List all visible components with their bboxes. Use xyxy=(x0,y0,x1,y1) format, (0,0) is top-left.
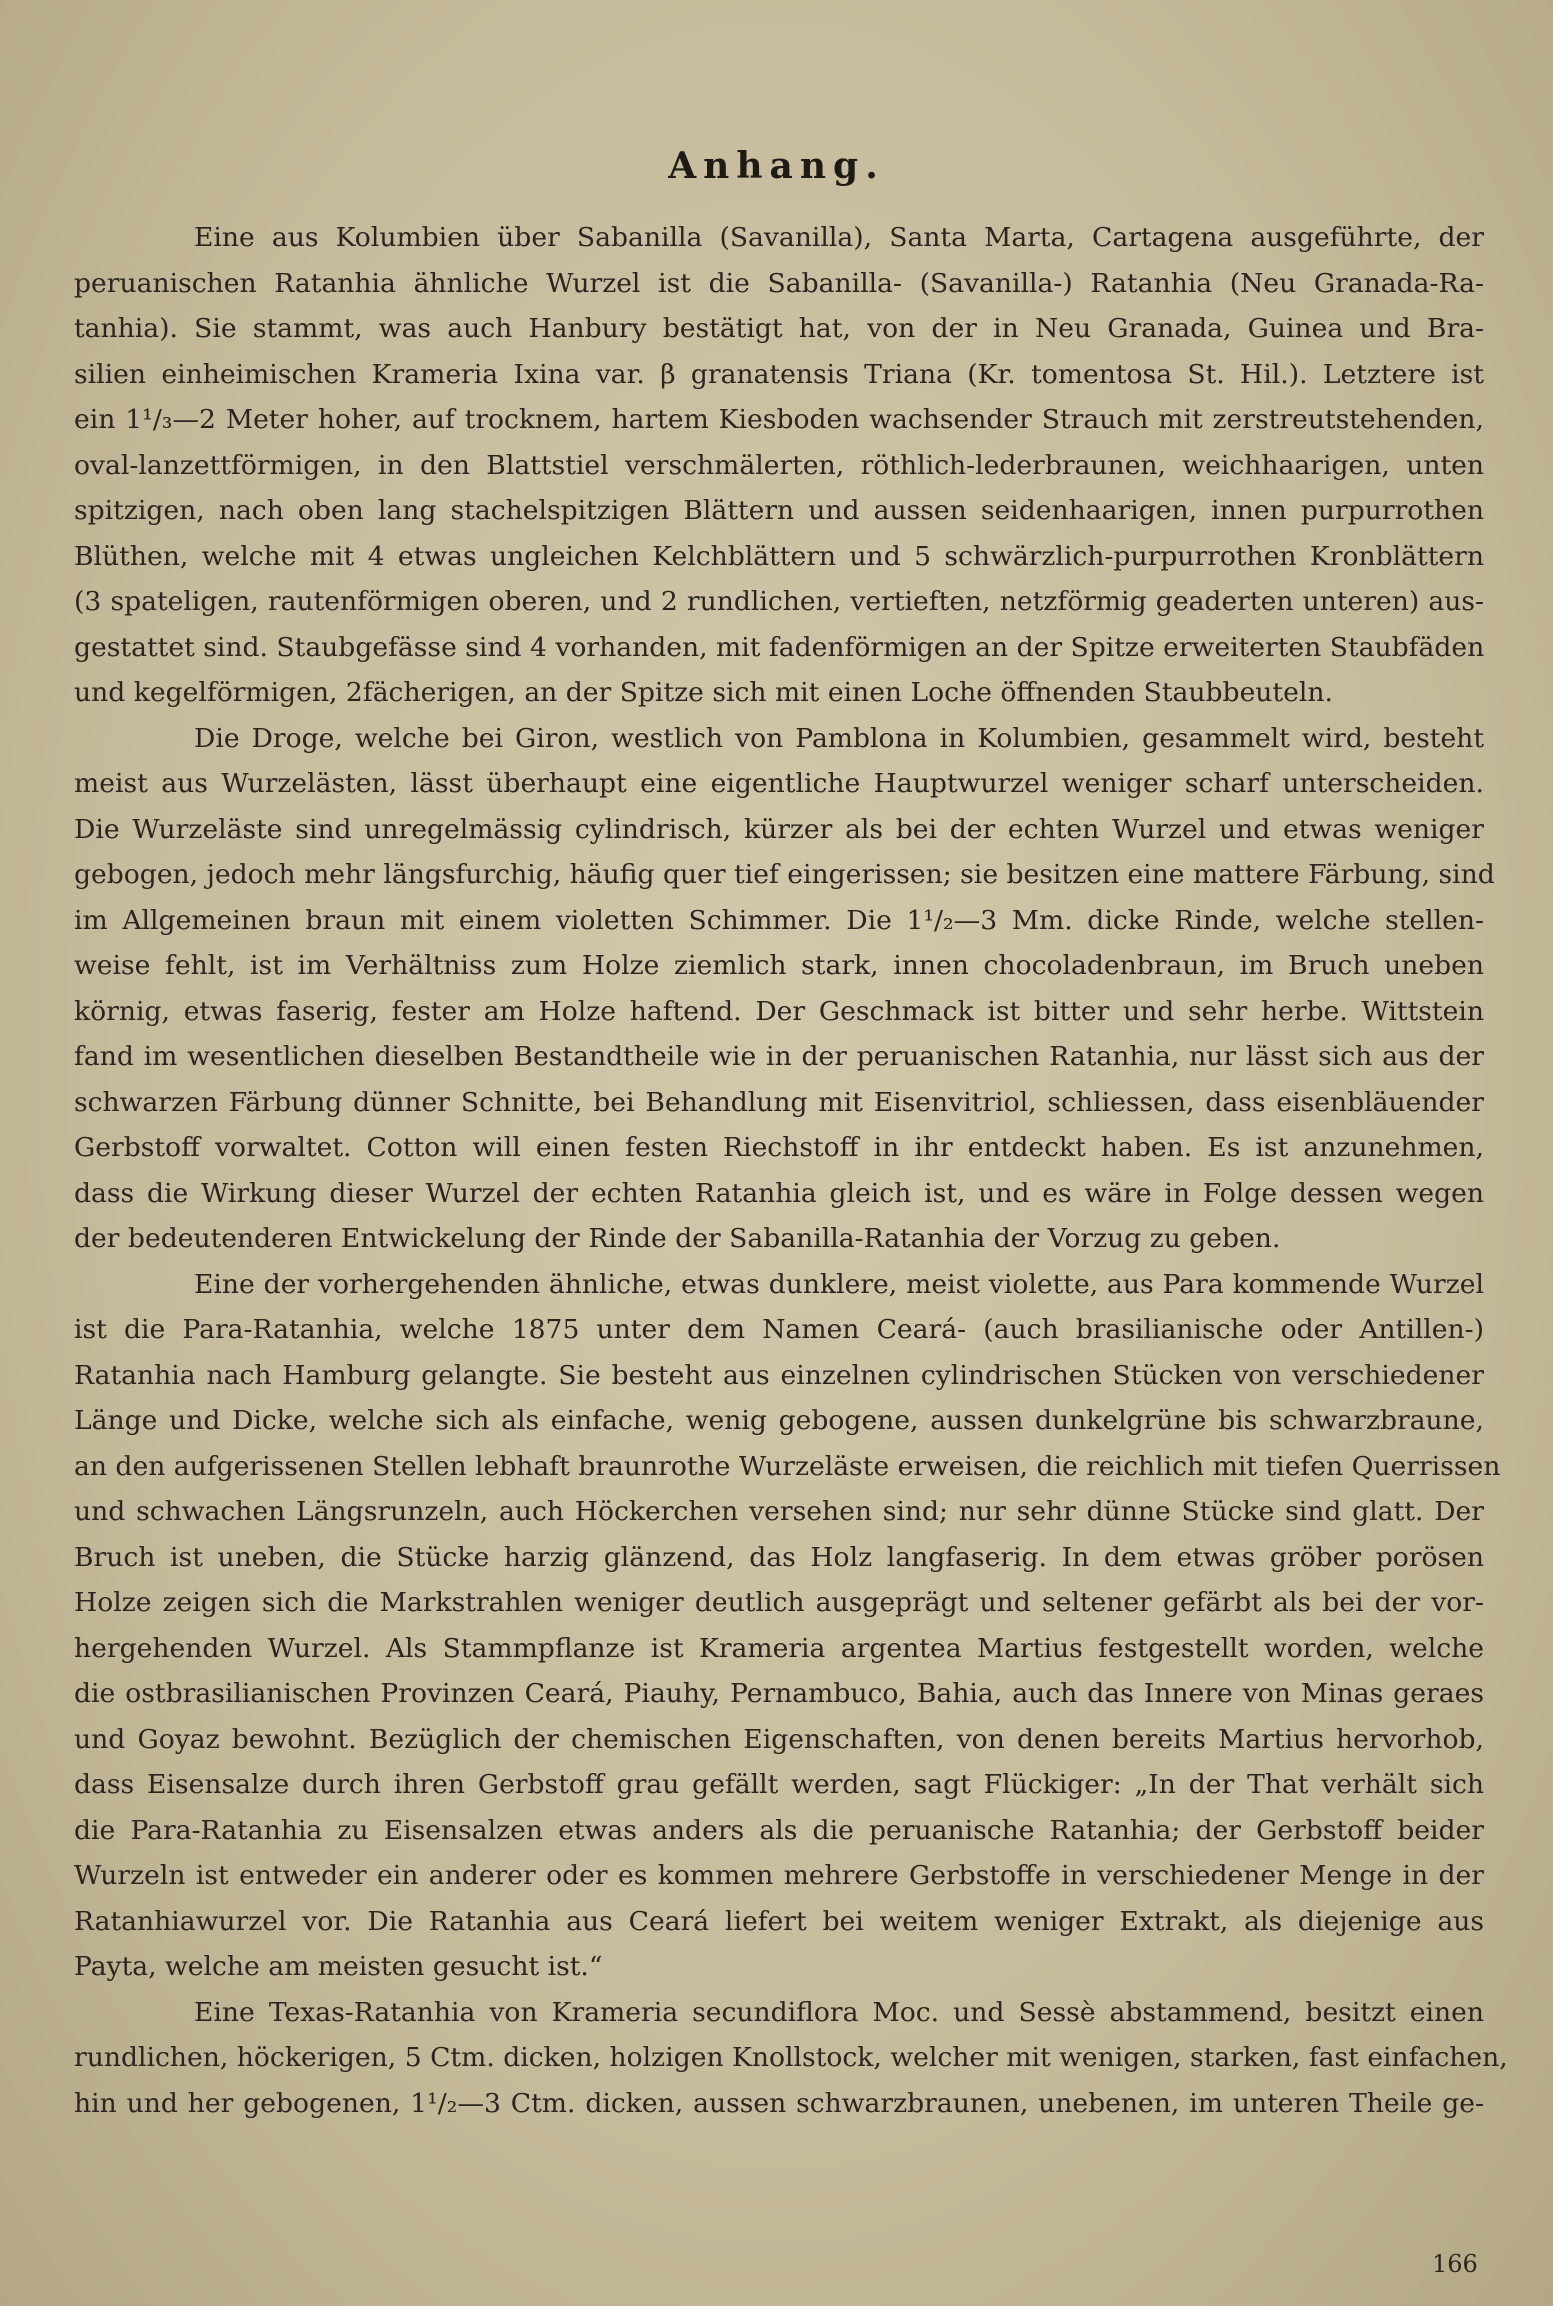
text-line: Blüthen, welche mit 4 etwas ungleichen Kelchblättern und 5 schwärzlich-purpurrothen Kronblättern xyxy=(74,540,1484,572)
text-line: Eine der vorhergehenden ähnliche, etwas dunklere, meist violette, aus Para kommende Wurzel xyxy=(194,1268,1484,1300)
text-line: spitzigen, nach oben lang stachelspitzigen Blättern und aussen seidenhaarigen, innen purpurrothen xyxy=(74,495,1484,526)
paragraph-1 xyxy=(74,215,1484,716)
paragraph-4 xyxy=(74,1990,1508,2127)
text-line: Eine Texas-Ratanhia von Krameria secundiflora Moc. und Sessè abstammend, besitzt einen xyxy=(194,1996,1484,2028)
text-line: Bruch ist uneben, die Stücke harzig glänzend, das Holz langfaserig. In dem etwas gröber porösen xyxy=(74,1541,1484,1573)
text-line: hergehenden Wurzel. Als Stammpflanze ist Krameria argentea Martius festgestellt worden, welche xyxy=(74,1632,1484,1664)
text-line: Ratanhiawurzel vor. Die Ratanhia aus Ceará liefert bei weitem weniger Extrakt, als diejenige aus xyxy=(74,1905,1484,1937)
text-line: rundlichen, höckerigen, 5 Ctm. dicken, holzigen Knollstock, welcher mit wenigen, starken, fast einfachen, xyxy=(74,2042,1508,2073)
text-line: gestattet sind. Staubgefässe sind 4 vorhanden, mit fadenförmigen an der Spitze erweiterten Staubfäden xyxy=(74,631,1485,663)
text-line: weise fehlt, ist im Verhältniss zum Holze ziemlich stark, innen chocoladenbraun, im Bruch uneben xyxy=(74,950,1484,981)
text-line: Ratanhia nach Hamburg gelangte. Sie besteht aus einzelnen cylindrischen Stücken von verschiedener xyxy=(74,1359,1484,1391)
text-line: und Goyaz bewohnt. Bezüglich der chemischen Eigenschaften, von denen bereits Martius hervorhob, xyxy=(74,1723,1484,1755)
text-line: oval-lanzettförmigen, in den Blattstiel verschmälerten, röthlich-lederbraunen, weichhaarigen, unten xyxy=(74,449,1484,481)
text-line: Gerbstoff vorwaltet. Cotton will einen festen Riechstoff in ihr entdeckt haben. Es ist anzunehmen, xyxy=(74,1132,1484,1163)
text-line: hin und her gebogenen, 1¹/₂—3 Ctm. dicken, aussen schwarzbraunen, unebenen, im unteren Theile ge- xyxy=(74,2087,1484,2119)
text-line: Die Wurzeläste sind unregelmässig cylindrisch, kürzer als bei der echten Wurzel und etwas weniger xyxy=(74,813,1484,845)
text-line: ein 1¹/₃—2 Meter hoher, auf trocknem, hartem Kiesboden wachsender Strauch mit zerstreutstehenden, xyxy=(74,404,1484,435)
text-line: Payta, welche am meisten gesucht ist.“ xyxy=(74,1951,603,1982)
text-line: im Allgemeinen braun mit einem violetten Schimmer. Die 1¹/₂—3 Mm. dicke Rinde, welche stellen- xyxy=(74,904,1484,936)
text-line: die Para-Ratanhia zu Eisensalzen etwas anders als die peruanische Ratanhia; der Gerbstoff beider xyxy=(74,1814,1484,1846)
text-line: Holze zeigen sich die Markstrahlen weniger deutlich ausgeprägt und seltener gefärbt als bei der vor- xyxy=(74,1587,1484,1618)
text-line: tanhia). Sie stammt, was auch Hanbury bestätigt hat, von der in Neu Granada, Guinea und Bra- xyxy=(74,313,1484,344)
show-through-text xyxy=(130,0,1520,90)
text-line: und schwachen Längsrunzeln, auch Höckerchen versehen sind; nur sehr dünne Stücke sind glatt. Der xyxy=(74,1496,1484,1527)
text-line: die ostbrasilianischen Provinzen Ceará, Piauhy, Pernambuco, Bahia, auch das Innere von Minas geraes xyxy=(74,1678,1484,1709)
text-line: peruanischen Ratanhia ähnliche Wurzel ist die Sabanilla- (Savanilla-) Ratanhia (Neu Granada-Ra- xyxy=(74,267,1484,299)
text-line: dass Eisensalze durch ihren Gerbstoff grau gefällt werden, sagt Flückiger: „In der That verhält sich xyxy=(74,1769,1484,1800)
text-line: (3 spateligen, rautenförmigen oberen, und 2 rundlichen, vertieften, netzförmig geaderten unteren) aus- xyxy=(74,586,1484,617)
text-line: Die Droge, welche bei Giron, westlich von Pamblona in Kolumbien, gesammelt wird, besteht xyxy=(194,722,1484,754)
text-line: der bedeutenderen Entwickelung der Rinde der Sabanilla-Ratanhia der Vorzug zu geben. xyxy=(74,1223,1281,1254)
page-number: 166 xyxy=(1432,2250,1478,2278)
text-line: silien einheimischen Krameria Ixina var. β granatensis Triana (Kr. tomentosa St. Hil.). Letztere ist xyxy=(74,358,1484,390)
paragraph-3 xyxy=(74,1262,1501,1990)
paragraph-2 xyxy=(74,716,1495,1262)
text-line: körnig, etwas faserig, fester am Holze haftend. Der Geschmack ist bitter und sehr herbe. Wittstein xyxy=(74,995,1484,1027)
text-line: gebogen, jedoch mehr längsfurchig, häufig quer tief eingerissen; sie besitzen eine mattere Färbung, sind xyxy=(74,859,1495,890)
text-line: fand im wesentlichen dieselben Bestandtheile wie in der peruanischen Ratanhia, nur lässt sich aus der xyxy=(74,1041,1484,1072)
text-line: Eine aus Kolumbien über Sabanilla (Savanilla), Santa Marta, Cartagena ausgeführte, der xyxy=(194,222,1484,253)
text-line: Länge und Dicke, welche sich als einfache, wenig gebogene, aussen dunkelgrüne bis schwarzbraune, xyxy=(74,1405,1484,1436)
text-line: meist aus Wurzelästen, lässt überhaupt eine eigentliche Hauptwurzel weniger scharf unterscheiden. xyxy=(74,768,1484,799)
text-line: Wurzeln ist entweder ein anderer oder es kommen mehrere Gerbstoffe in verschiedener Menge in der xyxy=(74,1860,1484,1891)
text-line: und kegelförmigen, 2fächerigen, an der Spitze sich mit einen Loche öffnenden Staubbeuteln. xyxy=(74,677,1333,708)
text-line: an den aufgerissenen Stellen lebhaft braunrothe Wurzeläste erweisen, die reichlich mit tiefen Querrissen xyxy=(74,1450,1501,1482)
text-line: ist die Para-Ratanhia, welche 1875 unter dem Namen Ceará- (auch brasilianische oder Antillen-) xyxy=(74,1314,1484,1345)
text-line: dass die Wirkung dieser Wurzel der echten Ratanhia gleich ist, und es wäre in Folge dessen wegen xyxy=(74,1177,1484,1209)
text-line: schwarzen Färbung dünner Schnitte, bei Behandlung mit Eisenvitriol, schliessen, dass eisenbläuender xyxy=(74,1086,1484,1118)
page-heading: Anhang. xyxy=(668,145,885,187)
body-text xyxy=(74,215,1508,2126)
